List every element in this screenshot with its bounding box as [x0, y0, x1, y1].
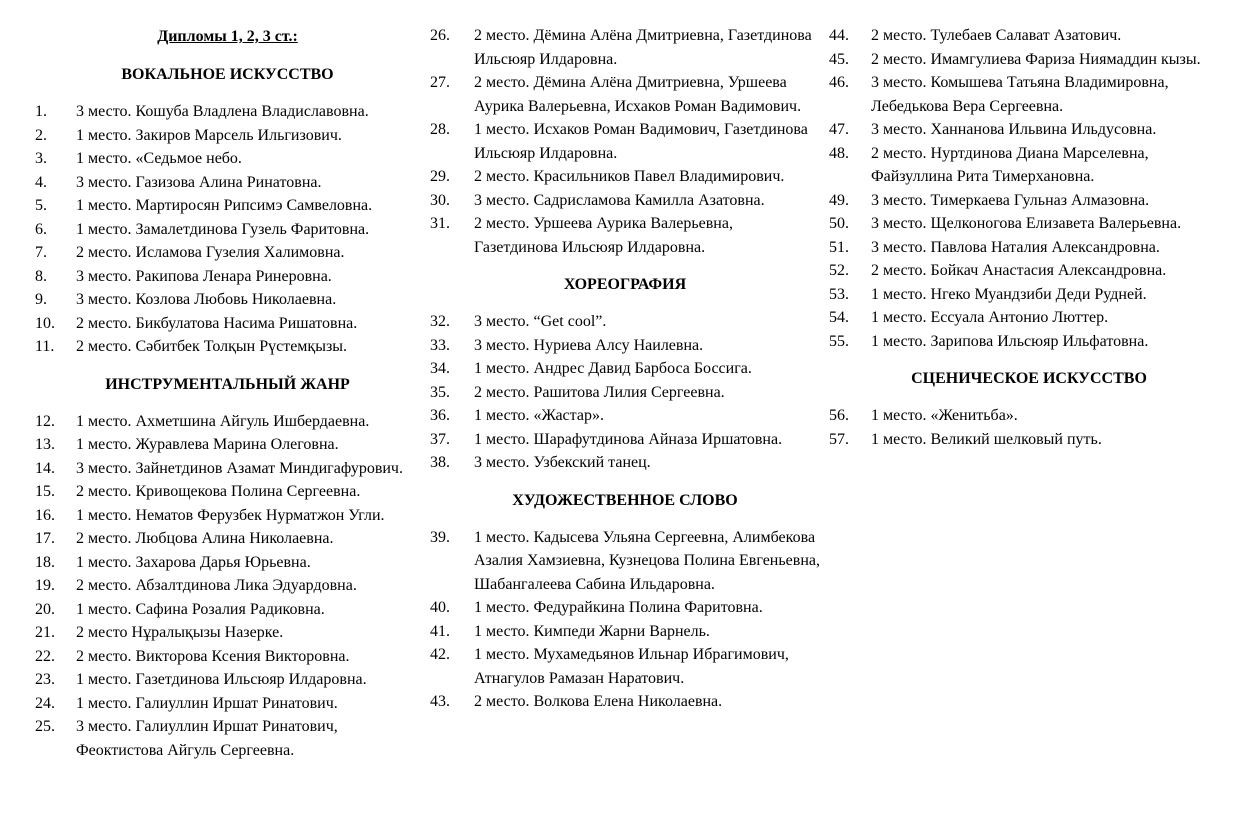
list-item	[430, 71, 820, 118]
item-text: 3 место. Козлова Любовь Николаевна.	[76, 291, 337, 308]
item-text: 1 место. «Седьмое небо.	[76, 150, 242, 167]
item-number: 9.	[35, 291, 47, 308]
item-number: 40.	[430, 599, 450, 616]
item-number: 24.	[35, 694, 55, 712]
item-text: 1 место. Федурайкина Полина Фаритовна.	[474, 599, 763, 616]
list-item	[829, 259, 1229, 283]
item-number: 55.	[829, 332, 849, 350]
list-item	[35, 645, 420, 669]
list-item	[35, 218, 420, 242]
list-item	[35, 147, 420, 171]
item-text: 2 место. Имамгулиева Фариза Ниямаддин кызы.	[871, 50, 1201, 68]
item-number: 42.	[430, 646, 450, 663]
item-number: 38.	[430, 454, 450, 471]
item-number: 16.	[35, 506, 55, 524]
item-text: 1 место. Захарова Дарья Юрьевна.	[76, 553, 311, 571]
list-item	[35, 668, 420, 692]
item-number: 47.	[829, 121, 849, 138]
list-item	[430, 690, 820, 714]
list-item	[35, 504, 420, 528]
list-item	[430, 451, 820, 475]
item-number: 29.	[430, 168, 450, 185]
item-number: 12.	[35, 412, 55, 430]
item-number: 3.	[35, 150, 47, 167]
item-number: 51.	[829, 238, 849, 256]
item-number: 37.	[430, 430, 450, 448]
item-text: 1 место. Исхаков Роман Вадимович, Газетдинова Ильсюяр Илдаровна.	[474, 121, 808, 162]
item-text: 3 место. Комышева Татьяна Владимировна, Лебедькова Вера Сергеевна.	[871, 74, 1169, 115]
item-text: 2 место Нұралықызы Назерке.	[76, 624, 284, 641]
item-text: 1 место. Мартиросян Рипсимэ Самвеловна.	[76, 197, 373, 214]
item-number: 11.	[35, 338, 55, 355]
item-number: 10.	[35, 314, 55, 332]
list-item	[430, 24, 820, 71]
section-title-instrumental: ИНСТРУМЕНТАЛЬНЫЙ ЖАНР	[105, 375, 350, 393]
item-text: 2 место. Исламова Гузелия Халимовна.	[76, 244, 345, 261]
item-number: 27.	[430, 74, 450, 91]
item-number: 13.	[35, 436, 55, 453]
item-number: 48.	[829, 144, 849, 162]
item-number: 44.	[829, 27, 849, 44]
list-item	[35, 124, 420, 148]
item-number: 39.	[430, 528, 450, 546]
item-text: 2 место. Нуртдинова Диана Марселевна, Файзуллина Рита Тимерхановна.	[871, 144, 1149, 185]
item-text: 1 место. «Жастар».	[474, 407, 604, 424]
item-text: 1 место. Газетдинова Ильсюяр Илдаровна.	[76, 671, 367, 688]
item-text: 3 место. Садрисламова Камилла Азатовна.	[474, 191, 765, 209]
item-text: 2 место. Кривощекова Полина Сергеевна.	[76, 483, 361, 500]
item-text: 1 место. Журавлева Марина Олеговна.	[76, 436, 339, 453]
item-number: 57.	[829, 430, 849, 448]
list-item	[829, 306, 1229, 330]
list-item	[35, 194, 420, 218]
item-number: 8.	[35, 267, 47, 285]
item-text: 3 место. Узбекский танец.	[474, 454, 651, 471]
item-text: 1 место. Ессуала Антонио Люттер.	[871, 309, 1109, 326]
item-text: 2 место. Тулебаев Салават Азатович.	[871, 27, 1122, 44]
list-item	[35, 457, 420, 481]
list-item	[35, 335, 420, 359]
list-item	[430, 189, 820, 213]
item-text: 1 место. Сафина Розалия Радиковна.	[76, 600, 325, 618]
item-text: 2 место. Уршеева Аурика Валерьевна, Газетдинова Ильсюяр Илдаровна.	[474, 215, 733, 256]
item-number: 41.	[430, 622, 450, 640]
item-number: 33.	[430, 336, 450, 354]
list-item	[35, 551, 420, 575]
item-number: 45.	[829, 50, 849, 68]
item-text: 1 место. Галиуллин Иршат Ринатович.	[76, 694, 338, 712]
item-text: 3 место. Галиуллин Иршат Ринатович, Феоктистова Айгуль Сергеевна.	[76, 718, 338, 759]
choreography-list	[430, 310, 820, 475]
list-item	[430, 404, 820, 428]
item-text: 2 место. Рашитова Лилия Сергеевна.	[474, 383, 725, 401]
item-text: 1 место. Нематов Ферузбек Нурматжон Угли.	[76, 506, 385, 524]
item-number: 50.	[829, 215, 849, 232]
list-item	[829, 428, 1229, 452]
item-text: 3 место. Нуриева Алсу Наилевна.	[474, 336, 704, 354]
list-item	[430, 165, 820, 189]
section-title-artistic-word: ХУДОЖЕСТВЕННОЕ СЛОВО	[512, 491, 738, 509]
list-item	[430, 526, 820, 597]
item-number: 23.	[35, 671, 55, 688]
item-number: 28.	[430, 121, 450, 138]
column-1	[35, 0, 420, 762]
item-number: 34.	[430, 360, 450, 377]
item-number: 52.	[829, 262, 849, 279]
item-text: 3 место. Щелконогова Елизавета Валерьевна.	[871, 215, 1182, 232]
item-text: 1 место. Закиров Марсель Ильгизович.	[76, 126, 342, 144]
item-text: 2 место. Красильников Павел Владимирович.	[474, 168, 785, 185]
list-item	[430, 118, 820, 165]
item-text: 1 место. Кимпеди Жарни Варнель.	[474, 622, 710, 640]
list-item	[829, 283, 1229, 307]
item-text: 1 место. Замалетдинова Гузель Фаритовна.	[76, 220, 370, 238]
list-item	[35, 410, 420, 434]
item-number: 17.	[35, 530, 55, 547]
list-item	[35, 288, 420, 312]
list-item	[35, 715, 420, 762]
artistic-word-list	[430, 526, 820, 714]
item-text: 2 место. Абзалтдинова Лика Эдуардовна.	[76, 577, 357, 594]
list-item	[829, 189, 1229, 213]
section-title-stage: СЦЕНИЧЕСКОЕ ИСКУССТВО	[911, 370, 1147, 387]
item-number: 36.	[430, 407, 450, 424]
item-text: 3 место. Кошуба Владлена Владиславовна.	[76, 103, 369, 120]
item-number: 7.	[35, 244, 47, 261]
item-number: 6.	[35, 220, 47, 238]
item-text: 3 место. Газизова Алина Ринатовна.	[76, 173, 322, 191]
item-text: 1 место. Нгеко Муандзиби Деди Рудней.	[871, 285, 1147, 303]
item-number: 56.	[829, 407, 849, 424]
instrumental-list	[35, 410, 420, 763]
item-text: 2 место. Любцова Алина Николаевна.	[76, 530, 334, 547]
artistic-word-list-continued	[829, 24, 1229, 353]
item-number: 32.	[430, 313, 450, 330]
list-item	[35, 527, 420, 551]
item-number: 20.	[35, 600, 55, 618]
item-text: 1 место. Зарипова Ильсюяр Ильфатовна.	[871, 332, 1149, 350]
list-item	[829, 142, 1229, 189]
list-item	[829, 212, 1229, 236]
column-3	[829, 0, 1229, 451]
document-title: Дипломы 1, 2, 3 ст.:	[157, 28, 298, 45]
item-number: 18.	[35, 553, 55, 571]
list-item	[829, 71, 1229, 118]
list-item	[430, 357, 820, 381]
item-number: 53.	[829, 285, 849, 303]
item-text: 1 место. Великий шелковый путь.	[871, 430, 1102, 448]
list-item	[430, 212, 820, 259]
item-text: 1 место. Андрес Давид Барбоса Боссига.	[474, 360, 752, 377]
item-number: 30.	[430, 191, 450, 209]
item-text: 2 место. Бойкач Анастасия Александровна.	[871, 262, 1167, 279]
list-item	[35, 241, 420, 265]
item-number: 2.	[35, 126, 47, 144]
item-text: 3 место. Тимеркаева Гульназ Алмазовна.	[871, 191, 1150, 209]
list-item	[829, 330, 1229, 354]
list-item	[35, 574, 420, 598]
vocal-list	[35, 100, 420, 359]
item-number: 1.	[35, 103, 47, 120]
list-item	[430, 620, 820, 644]
item-number: 49.	[829, 191, 849, 209]
list-item	[35, 433, 420, 457]
section-title-choreography: ХОРЕОГРАФИЯ	[563, 276, 687, 293]
stage-list	[829, 404, 1229, 451]
item-text: 2 место. Волкова Елена Николаевна.	[474, 693, 723, 710]
item-text: 3 место. “Get cool”.	[474, 313, 607, 330]
item-text: 2 место. Сәбитбек Толқын Рүстемқызы.	[76, 338, 348, 355]
item-text: 1 место. Ахметшина Айгуль Ишбердаевна.	[76, 412, 370, 430]
list-item	[430, 381, 820, 405]
list-item	[829, 24, 1229, 48]
list-item	[829, 404, 1229, 428]
item-number: 5.	[35, 197, 47, 214]
item-number: 46.	[829, 74, 849, 91]
item-number: 19.	[35, 577, 55, 594]
item-text: 3 место. Павлова Наталия Александровна.	[871, 238, 1160, 256]
list-item	[35, 100, 420, 124]
column-2	[430, 0, 820, 714]
item-text: 2 место. Дёмина Алёна Дмитриевна, Газетдинова Ильсюяр Илдаровна.	[474, 27, 812, 68]
item-text: 2 место. Викторова Ксения Викторовна.	[76, 647, 350, 665]
list-item	[430, 334, 820, 358]
list-item	[35, 312, 420, 336]
item-number: 4.	[35, 173, 47, 191]
item-number: 22.	[35, 647, 55, 665]
item-text: 1 место. «Женитьба».	[871, 407, 1018, 424]
item-text: 3 место. Ханнанова Ильвина Ильдусовна.	[871, 121, 1157, 138]
list-item	[35, 598, 420, 622]
list-item	[35, 265, 420, 289]
list-item	[430, 643, 820, 690]
item-text: 3 место. Ракипова Ленара Ринеровна.	[76, 267, 332, 285]
item-number: 26.	[430, 27, 450, 44]
item-text: 2 место. Дёмина Алёна Дмитриевна, Уршеева Аурика Валерьевна, Исхаков Роман Вадимович.	[474, 74, 802, 115]
item-number: 25.	[35, 718, 55, 735]
instrumental-list-continued	[430, 24, 820, 259]
item-number: 35.	[430, 383, 450, 401]
list-item	[829, 48, 1229, 72]
item-text: 3 место. Зайнетдинов Азамат Миндигафурович.	[76, 459, 403, 477]
list-item	[35, 480, 420, 504]
list-item	[35, 692, 420, 716]
list-item	[829, 236, 1229, 260]
list-item	[35, 171, 420, 195]
item-text: 2 место. Бикбулатова Насима Ришатовна.	[76, 314, 358, 332]
item-text: 1 место. Кадысева Ульяна Сергеевна, Алимбекова Азалия Хамзиевна, Кузнецова Полина Евгеньевна, Шабангалеева Сабина Ильдаровна.	[474, 528, 820, 593]
item-number: 31.	[430, 215, 450, 232]
section-title-vocal: ВОКАЛЬНОЕ ИСКУССТВО	[121, 66, 334, 83]
item-text: 1 место. Шарафутдинова Айназа Иршатовна.	[474, 430, 783, 448]
item-number: 21.	[35, 624, 55, 641]
list-item	[430, 428, 820, 452]
item-number: 43.	[430, 693, 450, 710]
list-item	[35, 621, 420, 645]
list-item	[829, 118, 1229, 142]
item-number: 15.	[35, 483, 55, 500]
list-item	[430, 310, 820, 334]
item-number: 14.	[35, 459, 55, 477]
item-text: 1 место. Мухамедьянов Ильнар Ибрагимович, Атнагулов Рамазан Наратович.	[474, 646, 789, 687]
list-item	[430, 596, 820, 620]
item-number: 54.	[829, 309, 849, 326]
